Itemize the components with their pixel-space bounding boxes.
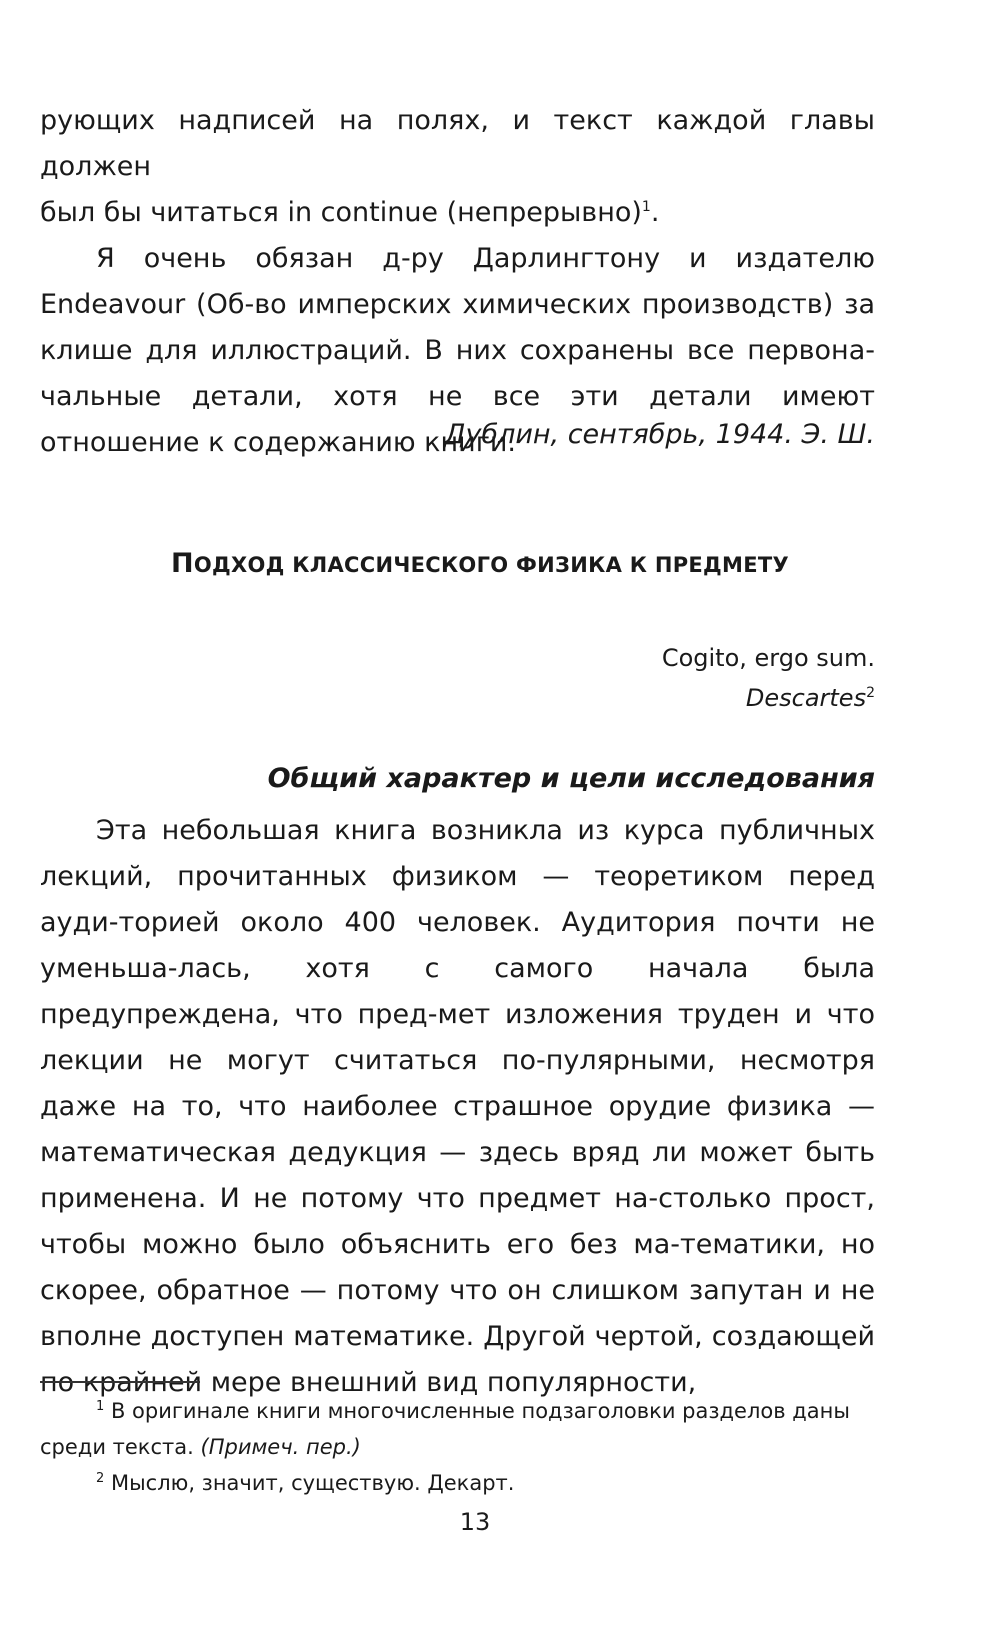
footnote-ref-2: 2: [866, 685, 875, 701]
footnote-2: [40, 1465, 880, 1501]
intro-line-2: [40, 190, 875, 236]
footnotes: [40, 1393, 880, 1501]
epigraph-author: Descartes: [745, 684, 867, 712]
preface-signature: Дублин, сентябрь, 1944. Э. Ш.: [444, 419, 875, 450]
footnote-1-text: В оригинале книги многочисленные подзаголовки разделов даны среди текста.: [40, 1399, 850, 1459]
footnote-1-note: (Примеч. пер.): [200, 1435, 361, 1459]
footnote-2-text: Мыслю, значит, существую. Декарт.: [110, 1471, 515, 1495]
chapter-title-initial: П: [170, 548, 194, 579]
intro-text: [40, 98, 875, 466]
footnote-2-number: 2: [96, 1471, 105, 1486]
chapter-title: [40, 548, 920, 579]
section-paragraph: Эта небольшая книга возникла из курса публичных лекций, прочитанных физиком — теоретиком перед ауди-торией около 400 человек. Аудитория почти не уменьша-лась, хотя с самого начала была предупреждена, что пред-мет изложения труден и что лекции не могут считаться по-пулярными, несмотря даже на то, что наиболее страшное орудие физика — математическая дедукция — здесь вряд ли может быть применена. И не потому что предмет на-столько прост, чтобы можно было объяснить его без ма-тематики, но скорее, обратное — потому что он слишком запутан и не вполне доступен математике. Другой чертой, создающей по крайней мере внешний вид популярности,: [40, 815, 875, 1398]
section-heading: Общий характер и цели исследования: [267, 763, 875, 794]
footnote-divider: [40, 1381, 200, 1383]
epigraph-quote: Cogito, ergo sum.: [661, 644, 875, 672]
footnote-1-number: 1: [96, 1399, 105, 1414]
chapter-title-rest: ОДХОД КЛАССИЧЕСКОГО ФИЗИКА К ПРЕДМЕТУ: [193, 553, 790, 577]
footnote-ref-1: 1: [641, 199, 651, 215]
intro-line-1: рующих надписей на полях, и текст каждой главы должен: [40, 105, 875, 182]
page-number: 13: [459, 1508, 491, 1536]
footnote-1: [40, 1393, 880, 1465]
intro-line-2-period: .: [650, 197, 660, 228]
section-body: [40, 808, 875, 1406]
intro-line-2-text: был бы читаться in continue (непрерывно): [40, 197, 642, 228]
epigraph: [40, 638, 875, 718]
intro-paragraph-2: Я очень обязан д-ру Дарлингтону и издателю Endeavour (Об-во имперских химических производств) за клише для иллюстраций. В них сохранены все первона-чальные детали, хотя не все эти детали имеют отношение к содержанию книги.: [40, 243, 875, 458]
epigraph-author-line: [40, 678, 875, 718]
